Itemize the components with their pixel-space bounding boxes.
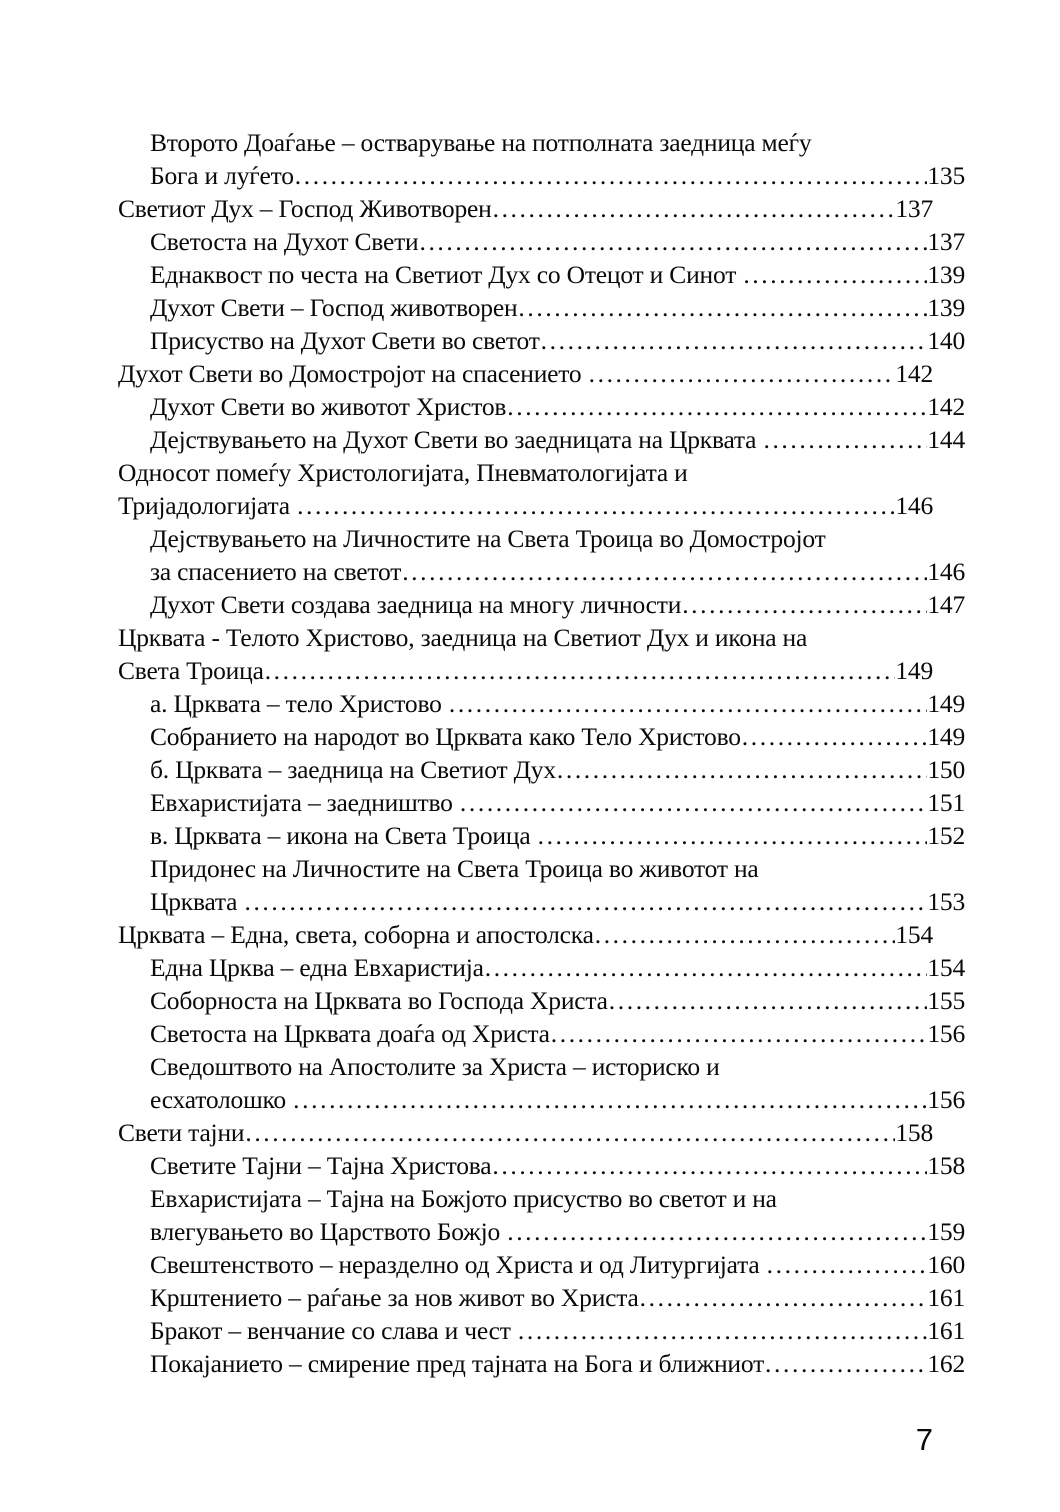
toc-line [118, 1017, 965, 1050]
toc-page-number: 147 [927, 590, 965, 619]
toc-line [118, 324, 965, 357]
toc-entry [118, 1050, 965, 1116]
toc-line [118, 984, 965, 1017]
toc-entry [118, 456, 933, 522]
dot-leader [506, 1215, 927, 1248]
toc-page-number: 150 [927, 755, 965, 784]
toc-line [118, 456, 933, 489]
dot-leader [742, 258, 927, 291]
toc-line [118, 786, 965, 819]
toc-entry-title: Свештенството – неразделно од Христа и од Литургијата [150, 1250, 766, 1279]
toc-line [118, 126, 965, 159]
dot-leader [401, 555, 927, 588]
toc-page-number: 162 [927, 1349, 965, 1378]
toc-entry-title: Придонес на Личностите на Света Троица во животот на [150, 854, 759, 883]
dot-leader [741, 720, 928, 753]
dot-leader [639, 1281, 928, 1314]
toc-entry [118, 522, 965, 588]
dot-leader [766, 1248, 928, 1281]
toc-entry [118, 951, 965, 984]
toc-entry-title: Покајанието – смирение пред тајната на Бога и ближниот [150, 1349, 765, 1378]
dot-leader [244, 1116, 895, 1149]
toc-entry-title: Светиот Дух – Господ Животворен [118, 194, 492, 223]
toc-line [118, 159, 965, 192]
toc-line [118, 192, 933, 225]
toc-entry-title: Духот Свети во Домостројот на спасението [118, 359, 588, 388]
toc-line [118, 918, 933, 951]
toc-entry [118, 786, 965, 819]
toc-line [118, 1314, 965, 1347]
toc-entry-title: Евхаристијата – заедништво [150, 788, 459, 817]
toc-entry-title: Духот Свети – Господ животворен [150, 293, 518, 322]
toc-entry-title: Црквата – Една, света, соборна и апостолска [118, 920, 594, 949]
toc-entry-title: Светоста на Црквата доаѓа од Христа [150, 1019, 550, 1048]
toc-entry [118, 621, 933, 687]
toc-entry [118, 291, 965, 324]
toc-entry-title: Собранието на народот во Црквата како Тело Христово [150, 722, 741, 751]
toc-page-number: 161 [927, 1316, 965, 1345]
toc-entry-title: Една Црква – една Евхаристија [150, 953, 484, 982]
dot-leader [243, 885, 927, 918]
dot-leader [681, 588, 927, 621]
dot-leader [517, 291, 927, 324]
toc-page-number: 142 [927, 392, 965, 421]
dot-leader [294, 159, 928, 192]
toc-entry-title: Духот Свети создава заедница на многу личности [150, 590, 682, 619]
toc-line [118, 687, 965, 720]
toc-entry [118, 1017, 965, 1050]
toc-entry-title: Светоста на Духот Свети [150, 227, 419, 256]
toc-page-number: 140 [927, 326, 965, 355]
dot-leader [491, 1149, 927, 1182]
toc-entry [118, 1182, 965, 1248]
page-number: 7 [915, 1422, 933, 1457]
toc-page-number: 159 [927, 1217, 965, 1246]
toc-entry [118, 1314, 965, 1347]
toc-entry [118, 390, 965, 423]
dot-leader [506, 390, 927, 423]
toc-entry-title: Дејствувањето на Личностите на Света Троица во Домостројот [150, 524, 826, 553]
toc-line [118, 1116, 933, 1149]
toc-line [118, 885, 965, 918]
dot-leader [296, 489, 895, 522]
toc-entry-title: Света Троица [118, 656, 264, 685]
toc-line [118, 588, 965, 621]
toc-entry [118, 258, 965, 291]
toc-page-number: 155 [927, 986, 965, 1015]
toc-entry-title: есхатолошко [150, 1085, 293, 1114]
toc-entry [118, 423, 965, 456]
toc-entry-title: Дејствувањето на Духот Свети во заедницата на Црквата [150, 425, 763, 454]
toc-line [118, 1050, 965, 1083]
toc-line [118, 1215, 965, 1248]
toc-page-number: 139 [927, 260, 965, 289]
toc-entry-title: за спасението на светот [150, 557, 402, 586]
dot-leader [540, 324, 928, 357]
toc-page-number: 152 [927, 821, 965, 850]
toc-entry [118, 753, 965, 786]
toc-page-number: 154 [895, 920, 933, 949]
dot-leader [418, 225, 927, 258]
toc-entry-title: Бракот – венчание со слава и чест [150, 1316, 517, 1345]
toc-list [118, 126, 965, 1380]
toc-page-number: 158 [927, 1151, 965, 1180]
dot-leader [517, 1314, 927, 1347]
toc-line [118, 951, 965, 984]
toc-page-number: 144 [927, 425, 965, 454]
dot-leader [608, 984, 928, 1017]
toc-entry-title: влегувањето во Царството Божјо [150, 1217, 507, 1246]
toc-line [118, 1347, 965, 1380]
toc-line [118, 654, 933, 687]
dot-leader [764, 1347, 927, 1380]
toc-entry-title: Второто Доаѓање – остварување на потполната заедница меѓу [150, 128, 812, 157]
dot-leader [264, 654, 896, 687]
toc-page-number: 149 [927, 722, 965, 751]
toc-entry-title: Односот помеѓу Христологијата, Пневматологијата и [118, 458, 688, 487]
toc-entry [118, 126, 965, 192]
toc-entry [118, 819, 965, 852]
toc-line [118, 720, 965, 753]
toc-entry-title: Црквата - Телото Христово, заедница на Светиот Дух и икона на [118, 623, 808, 652]
dot-leader [292, 1083, 927, 1116]
toc-entry-title: Бога и луѓето [150, 161, 294, 190]
toc-entry-title: б. Црквата – заедница на Светиот Дух [150, 755, 556, 784]
dot-leader [448, 687, 927, 720]
toc-line [118, 258, 965, 291]
toc-page-number: 135 [927, 161, 965, 190]
toc-entry [118, 852, 965, 918]
dot-leader [556, 753, 927, 786]
toc-entry-title: а. Црквата – тело Христово [150, 689, 448, 718]
toc-page-number: 156 [927, 1019, 965, 1048]
toc-entry-title: в. Црквата – икона на Света Троица [150, 821, 537, 850]
toc-entry [118, 588, 965, 621]
toc-entry-title: Присуство на Духот Свети во светот [150, 326, 540, 355]
toc-entry-title: Тријадологијата [118, 491, 297, 520]
toc-entry [118, 1116, 933, 1149]
dot-leader [484, 951, 928, 984]
toc-line [118, 390, 965, 423]
toc-line [118, 522, 965, 555]
toc-page-number: 137 [895, 194, 933, 223]
toc-entry-title: Светите Тајни – Тајна Христова [150, 1151, 492, 1180]
toc-entry [118, 984, 965, 1017]
toc-entry [118, 687, 965, 720]
toc-entry-title: Црквата [150, 887, 244, 916]
toc-page-number: 149 [927, 689, 965, 718]
dot-leader [550, 1017, 928, 1050]
toc-line [118, 357, 933, 390]
toc-entry-title: Сведоштвото на Апостолите за Христа – историско и [150, 1052, 720, 1081]
toc-page-number: 160 [927, 1250, 965, 1279]
toc-page-number: 161 [927, 1283, 965, 1312]
toc-page-number: 151 [927, 788, 965, 817]
toc-page-number: 153 [927, 887, 965, 916]
toc-page-number: 142 [895, 359, 933, 388]
dot-leader [492, 192, 896, 225]
toc-entry [118, 720, 965, 753]
toc-entry [118, 1149, 965, 1182]
toc-entry [118, 357, 933, 390]
toc-page-number: 139 [927, 293, 965, 322]
toc-page-number: 137 [927, 227, 965, 256]
toc-line [118, 819, 965, 852]
toc-line [118, 291, 965, 324]
toc-entry [118, 1281, 965, 1314]
toc-page-number: 158 [895, 1118, 933, 1147]
toc-entry [118, 1347, 965, 1380]
toc-entry-title: Свети тајни [118, 1118, 245, 1147]
toc-entry [118, 225, 965, 258]
toc-entry [118, 324, 965, 357]
toc-line [118, 852, 965, 885]
toc-line [118, 225, 965, 258]
toc-line [118, 1281, 965, 1314]
toc-page-number: 146 [895, 491, 933, 520]
dot-leader [459, 786, 927, 819]
toc-entry [118, 918, 933, 951]
toc-line [118, 753, 965, 786]
toc-entry-title: Еднаквост по честа на Светиот Дух со Отецот и Синот [150, 260, 743, 289]
toc-entry-title: Крштението – раѓање за нов живот во Христа [150, 1283, 639, 1312]
toc-line [118, 555, 965, 588]
toc-line [118, 423, 965, 456]
toc-page-number: 146 [927, 557, 965, 586]
dot-leader [588, 357, 896, 390]
toc-line [118, 489, 933, 522]
dot-leader [537, 819, 928, 852]
toc-line [118, 1182, 965, 1215]
toc-entry-title: Соборноста на Црквата во Господа Христа [150, 986, 608, 1015]
toc-page-number: 156 [927, 1085, 965, 1114]
toc-line [118, 1248, 965, 1281]
toc-entry [118, 1248, 965, 1281]
toc-page-number: 154 [927, 953, 965, 982]
toc-line [118, 1149, 965, 1182]
dot-leader [594, 918, 896, 951]
dot-leader [762, 423, 927, 456]
toc-entry [118, 192, 933, 225]
toc-entry-title: Духот Свети во животот Христов [150, 392, 507, 421]
toc-line [118, 621, 933, 654]
toc-line [118, 1083, 965, 1116]
toc-page-number: 149 [895, 656, 933, 685]
toc-entry-title: Евхаристијата – Тајна на Божјото присуство во светот и на [150, 1184, 777, 1213]
